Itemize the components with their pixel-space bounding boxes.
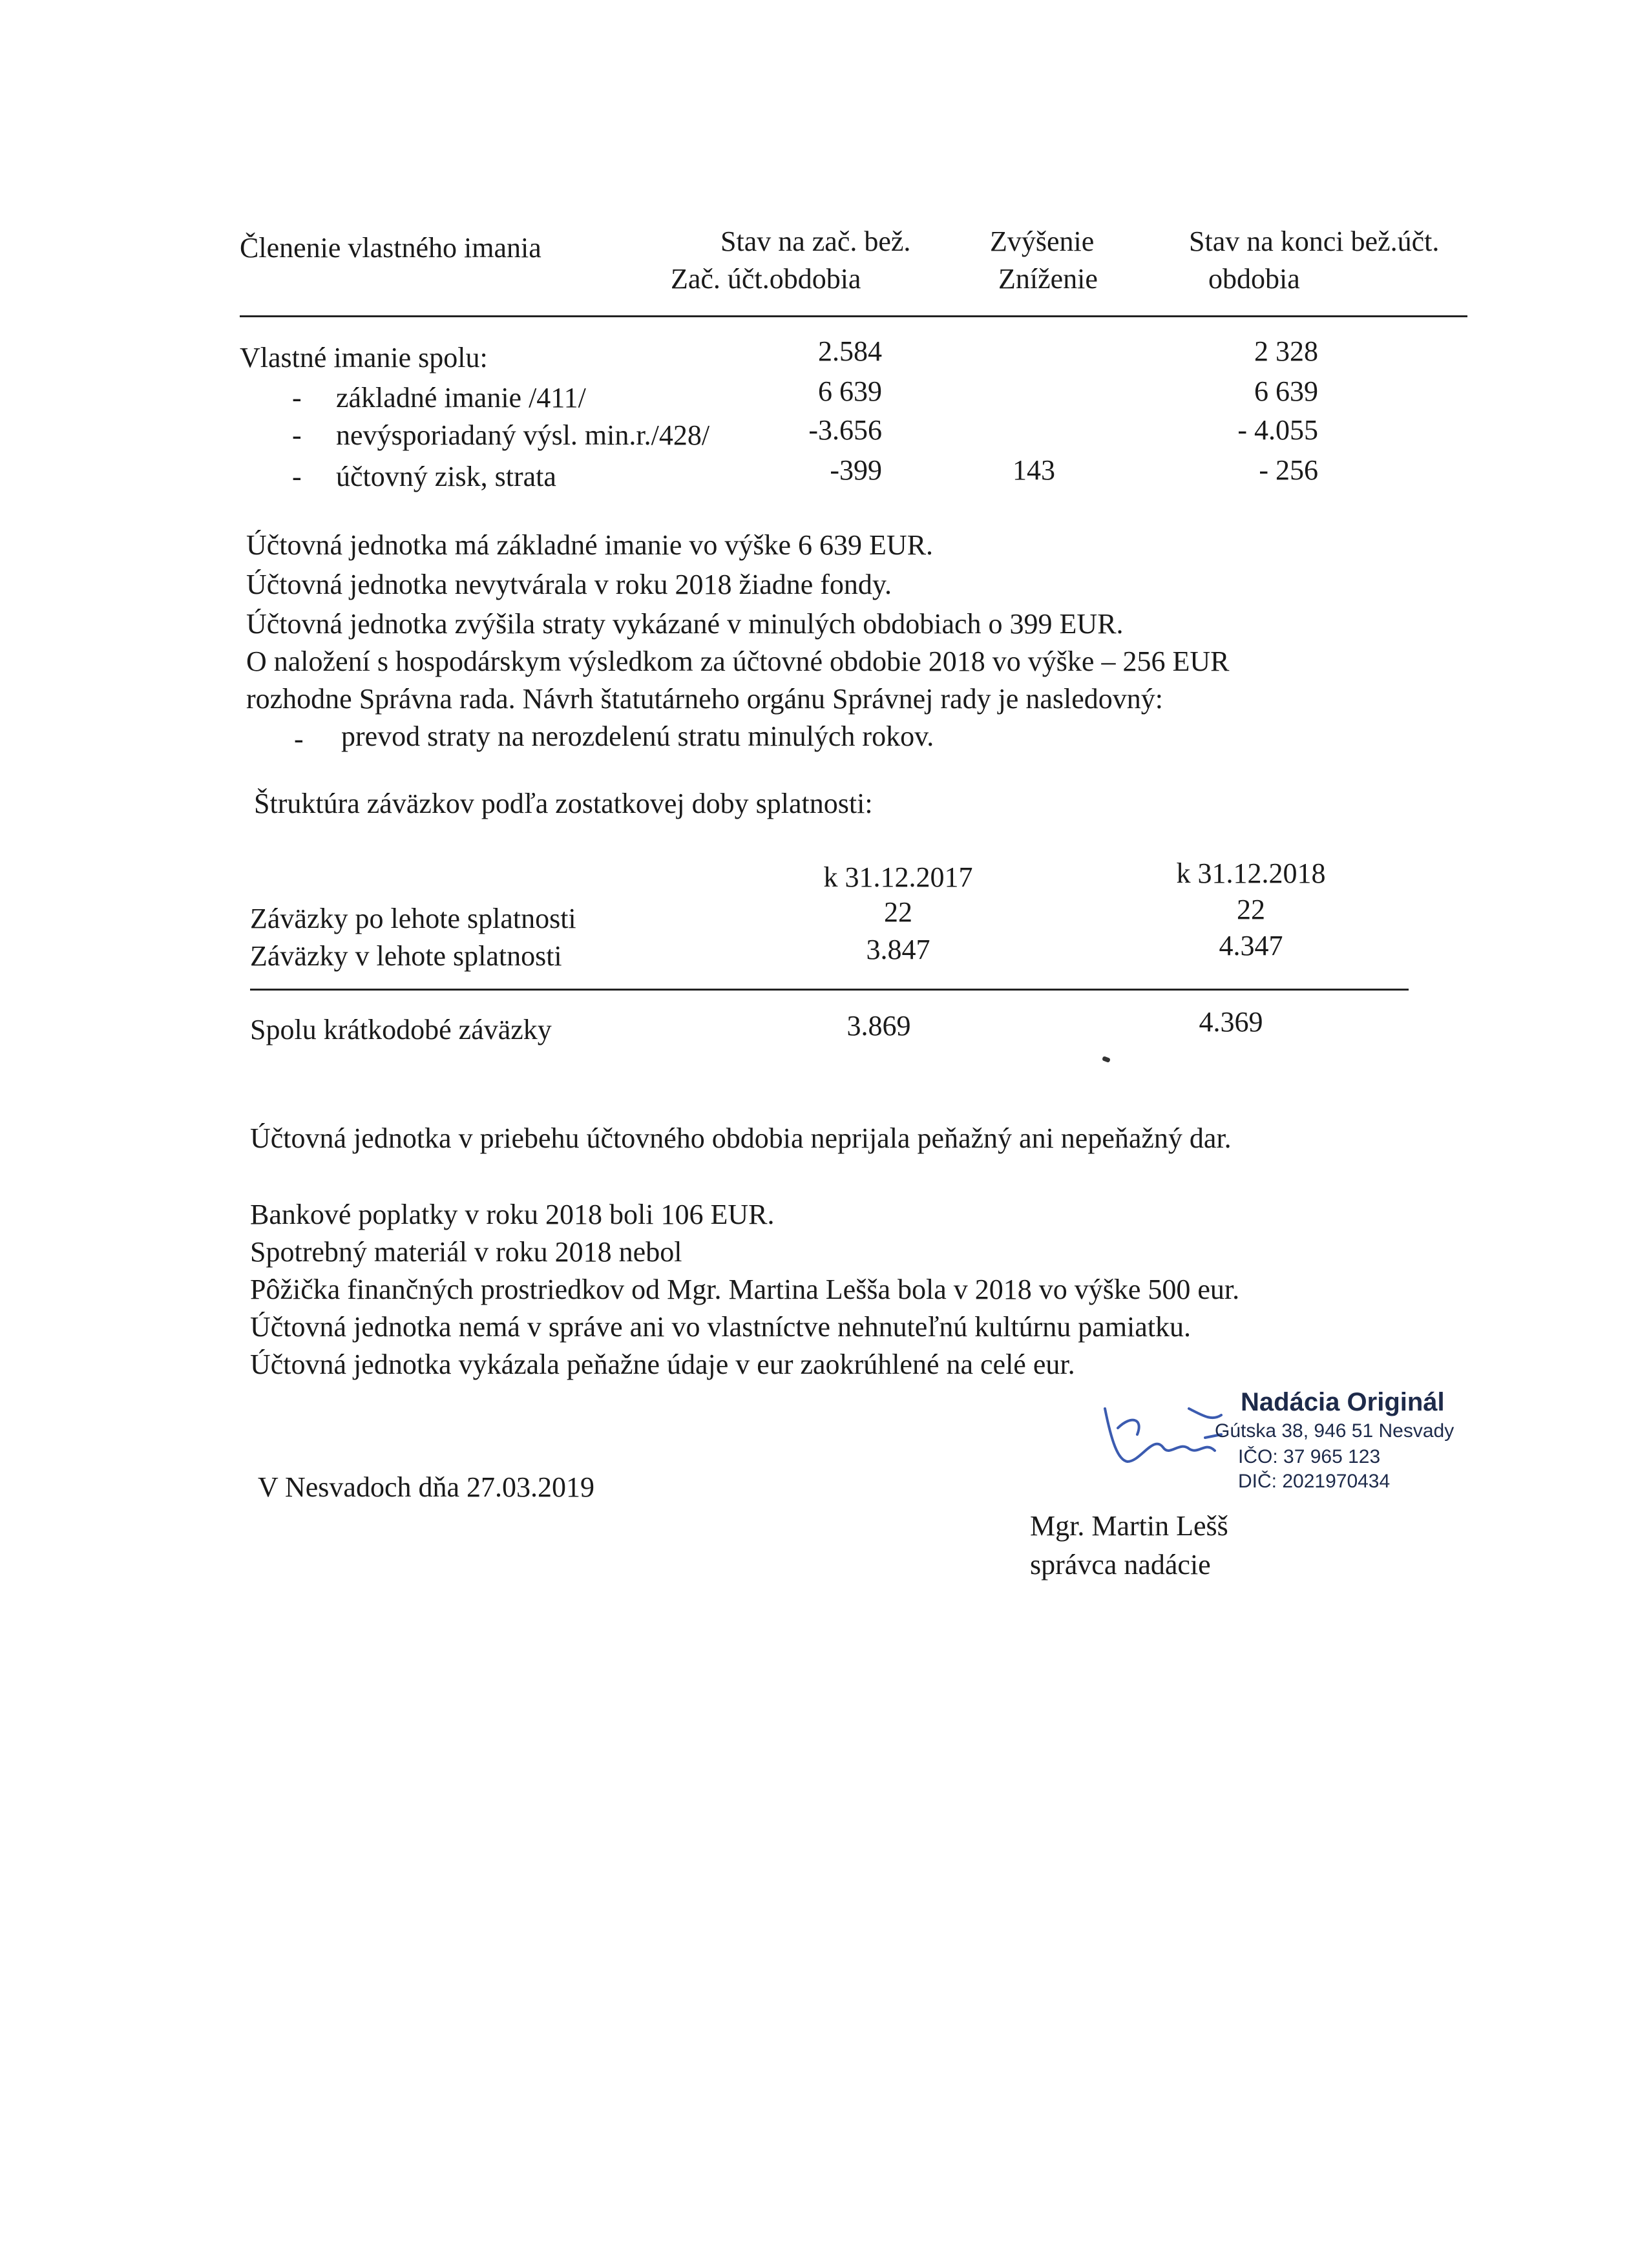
header-change-line2: Zníženie [998,263,1098,295]
equity-row-start: -399 [830,454,882,486]
signatory-name: Mgr. Martin Lešš [1030,1510,1228,1542]
ink-speck [1102,1056,1111,1063]
header-start-line1: Stav na zač. bež. [720,226,911,257]
equity-row-bullet: - [292,461,302,492]
stamp-dic: DIČ: 2021970434 [1238,1471,1391,1492]
note-line: Účtovná jednotka nevytvárala v roku 2018 žiadne fondy. [246,569,892,600]
equity-row-label: účtovný zisk, strata [336,461,556,492]
equity-row-start: 2.584 [818,335,882,367]
liabilities-title: Štruktúra záväzkov podľa zostatkovej doby splatnosti: [254,788,873,819]
liabilities-row-2017: 3.847 [866,934,930,965]
equity-row-end: - 256 [1259,454,1318,486]
gift-note: Účtovná jednotka v priebehu účtovného obdobia neprijala peňažný ani nepeňažný dar. [250,1122,1232,1154]
equity-header-divider [240,315,1467,317]
liabilities-col-2017: k 31.12.2017 [823,861,973,893]
note-line: Účtovná jednotka nemá v správe ani vo vlastníctve nehnuteľnú kultúrnu pamiatku. [250,1311,1192,1343]
liabilities-total-divider [250,989,1409,991]
equity-row-label: nevýsporiadaný výsl. min.r./428/ [336,419,710,451]
header-start-line2: Zač. účt.obdobia [671,263,861,295]
equity-row-end: 2 328 [1254,335,1318,367]
note-line: Bankové poplatky v roku 2018 boli 106 EUR. [250,1199,775,1230]
liabilities-total-2017: 3.869 [846,1010,911,1042]
note-line: Účtovná jednotka zvýšila straty vykázané v minulých obdobiach o 399 EUR. [246,608,1124,640]
equity-row-end: - 4.055 [1237,414,1318,446]
note-line: rozhodne Správna rada. Návrh štatutárneho orgánu Správnej rady je nasledovný: [246,683,1163,715]
liabilities-row-2018: 4.347 [1219,930,1283,961]
equity-row-start: 6 639 [818,375,882,407]
signatory-role: správca nadácie [1030,1549,1211,1580]
stamp-address: Gútska 38, 946 51 Nesvady [1215,1420,1455,1442]
note-line: Spotrebný materiál v roku 2018 nebol [250,1236,682,1268]
place-date: V Nesvadoch dňa 27.03.2019 [258,1471,594,1503]
equity-row-bullet: - [292,382,302,414]
equity-row-label: Vlastné imanie spolu: [240,342,488,373]
liabilities-row-label: Záväzky v lehote splatnosti [250,940,562,972]
note-line: Pôžička finančných prostriedkov od Mgr. Martina Leššа bola v 2018 vo výške 500 eur. [250,1274,1240,1305]
liabilities-row-label: Záväzky po lehote splatnosti [250,903,576,934]
liabilities-row-2017: 22 [884,896,912,928]
header-end-line2: obdobia [1208,263,1300,295]
note-bullet-text: prevod straty na nerozdelenú stratu minulých rokov. [341,720,934,752]
liabilities-total-2018: 4.369 [1199,1006,1263,1038]
equity-table-heading: Členenie vlastného imania [240,232,541,264]
header-end-line1: Stav na konci bež.účt. [1189,226,1440,257]
equity-row-change: 143 [1013,454,1055,486]
header-change-line1: Zvýšenie [990,226,1095,257]
note-bullet: - [294,723,304,755]
liabilities-col-2018: k 31.12.2018 [1176,857,1326,889]
note-line: Účtovná jednotka vykázala peňažne údaje v eur zaokrúhlené na celé eur. [250,1349,1075,1380]
liabilities-total-label: Spolu krátkodobé záväzky [250,1014,552,1045]
equity-row-bullet: - [292,419,302,451]
equity-row-start: -3.656 [808,414,882,446]
equity-row-label: základné imanie /411/ [336,382,586,414]
stamp-ico: IČO: 37 965 123 [1238,1446,1381,1467]
equity-row-end: 6 639 [1254,375,1318,407]
stamp-name: Nadácia Originál [1241,1388,1445,1416]
note-line: Účtovná jednotka má základné imanie vo výške 6 639 EUR. [246,529,934,561]
liabilities-row-2018: 22 [1237,894,1265,925]
note-line: O naložení s hospodárskym výsledkom za účtovné obdobie 2018 vo výške – 256 EUR [246,646,1230,677]
